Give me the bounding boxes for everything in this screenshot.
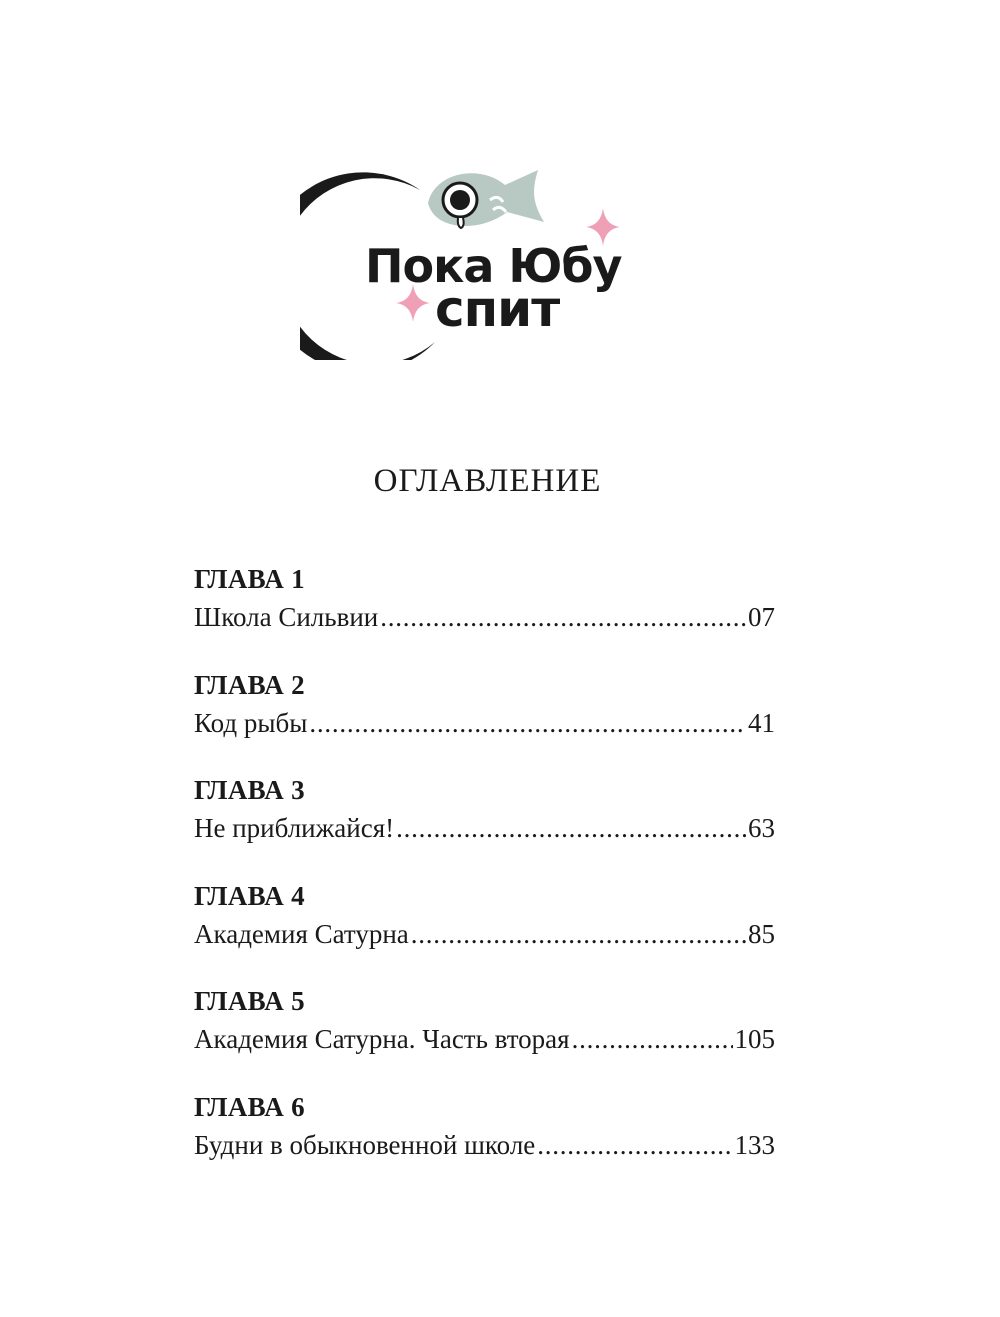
page-number: 105 [734, 1024, 775, 1054]
toc-entry [194, 1088, 775, 1194]
toc-entry [194, 877, 775, 983]
page-number: 63 [748, 813, 775, 843]
table-of-contents [194, 560, 775, 1193]
page-number: 133 [734, 1129, 775, 1160]
chapter-title: Академия Сатурна [194, 918, 409, 949]
toc-entry [194, 560, 775, 666]
chapter-label: ГЛАВА 4 [194, 880, 305, 911]
book-logo [300, 150, 660, 360]
chapter-row [194, 704, 775, 742]
chapter-label: ГЛАВА 6 [194, 1091, 305, 1122]
toc-entry [194, 771, 775, 877]
chapter-title: Школа Сильвии [194, 602, 379, 632]
toc-entry [194, 666, 775, 772]
logo-line-2: спит [435, 280, 560, 338]
dot-leader [537, 1126, 732, 1164]
fish-icon [428, 170, 544, 228]
toc-heading: ОГЛАВЛЕНИЕ [373, 463, 602, 499]
chapter-title: Будни в обыкновенной школе [194, 1129, 536, 1160]
page-number: 41 [748, 707, 775, 738]
dot-leader [396, 809, 746, 847]
chapter-row [194, 809, 775, 847]
chapter-row [194, 915, 775, 953]
toc-entry [194, 982, 775, 1088]
chapter-row [194, 1126, 775, 1164]
chapter-row [194, 1020, 775, 1058]
dot-leader [411, 915, 746, 953]
dot-leader [572, 1020, 733, 1058]
chapter-label: ГЛАВА 2 [194, 669, 305, 700]
dot-leader [309, 704, 746, 742]
chapter-title: Академия Сатурна. Часть вторая [194, 1024, 570, 1054]
chapter-label: ГЛАВА 1 [194, 564, 305, 594]
chapter-label: ГЛАВА 5 [194, 986, 305, 1016]
logo-line-1: Пока Юбу [365, 239, 622, 293]
chapter-label: ГЛАВА 3 [194, 775, 305, 805]
chapter-row [194, 598, 775, 636]
dot-leader [380, 598, 746, 636]
chapter-title: Не приближайся! [194, 813, 395, 843]
chapter-title: Код рыбы [194, 707, 308, 738]
page-number: 85 [748, 918, 775, 949]
page-number: 07 [748, 602, 775, 632]
